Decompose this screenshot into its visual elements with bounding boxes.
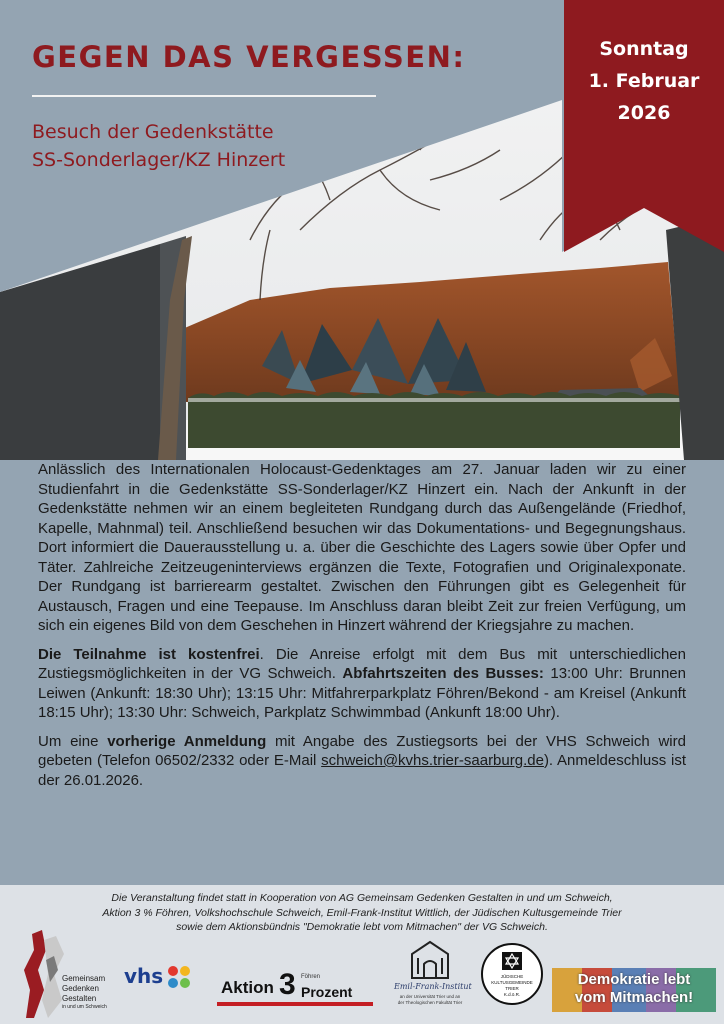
registration-paragraph: Um eine vorherige Anmeldung mit Angabe des Zustiegsorts bei der VHS Schweich wird gebeten (Telefon 06502/2332 oder E-Mail schweich@kvhs.trier-saarburg.de). Anmeldeschluss ist der 26.01.2026. <box>38 732 686 789</box>
gedenken-logo: Gemeinsam Gedenken Gestalten in und um Schweich <box>24 930 116 1018</box>
event-description <box>38 460 686 799</box>
title-divider <box>32 95 376 97</box>
date-day-month: 1. Februar <box>588 70 700 92</box>
subtitle-line-1: Besuch der Gedenkstätte <box>32 121 274 143</box>
event-date <box>564 33 724 129</box>
departure-times: 13:00 Uhr: Brunnen Leiwen (Ankunft: 18:30 Uhr); 13:15 Uhr: Mitfahrerparkplatz Föhren/Bekond - am Kreisel (Ankunft 18:15 Uhr); 13:30 Uhr: Schweich, Parkplatz Schwimmbad (Ankunft 18:00 Uhr). <box>38 665 686 721</box>
juedische-kultusgemeinde-logo: JÜDISCHE KULTUSGEMEINDE TRIER K.d.ö.R. <box>480 942 544 1006</box>
date-weekday: Sonntag <box>599 38 689 60</box>
subtitle-line-2: SS-Sonderlager/KZ Hinzert <box>32 149 286 171</box>
date-year: 2026 <box>617 102 671 124</box>
departure-times-heading: Abfahrtszeiten des Busses: <box>342 665 544 682</box>
demokratie-logo: Demokratie lebt vom Mitmachen! <box>552 968 716 1012</box>
participation-paragraph: Die Teilnahme ist kostenfrei. Die Anreise erfolgt mit dem Bus mit unterschiedlichen Zustiegsmöglichkeiten in der VG Schweich. Abfahrtszeiten des Busses: 13:00 Uhr: Brunnen Leiwen (Ankunft: 18:30 Uhr); 13:15 Uhr: Mitfahrerparkplatz Föhren/Bekond - am Kreisel (Ankunft 18:15 Uhr); 13:30 Uhr: Schweich, Parkplatz Schwimmbad (Ankunft 18:00 Uhr). <box>38 645 686 721</box>
aktion3-logo: Aktion 3 Föhren Prozent <box>217 972 373 1008</box>
vhs-logo: vhs <box>124 964 196 994</box>
partner-logos <box>0 930 724 1024</box>
page-subtitle <box>32 118 285 174</box>
emil-frank-logo: Emil-Frank-Institut an der Universität Trier und an der Theologischen Fakultät Trier <box>394 938 466 1022</box>
registration-required-text: vorherige Anmeldung <box>107 732 267 750</box>
intro-paragraph: Anlässlich des Internationalen Holocaust-Gedenktages am 27. Januar laden wir zu einer Studienfahrt in die Gedenkstätte SS-Sonderlager/KZ Hinzert ein. Nach der Ankunft in der Gedenkstätte nehmen wir an einem begleiteten Rundgang durch das Außengelände (Friedhof, Kapelle, Mahnmal) teil. Anschließend besuchen wir das Dokumentations- und Begegnungshaus. Dort informiert die Dauerausstellung u. a. über die Geschichte des Lagers sowie über Opfer und Täter. Zahlreiche Zeitzeugeninterviews ergänzen die Texte, Fotografien und Originalexponate. Der Rundgang ist barrierearm gestaltet. Zwischen den Führungen gibt es Gelegenheit für Austausch, Fragen und eine Teepause. Im Anschluss daran bleibt Zeit zur freien Verfügung, um sich ein eigenes Bild von dem Geschehen in Hinzert während der Kriegsjahre zu machen. <box>38 461 686 634</box>
date-banner <box>564 0 724 252</box>
free-participation-text: Die Teilnahme ist kostenfrei <box>38 645 260 663</box>
page-title: GEGEN DAS VERGESSEN: <box>32 40 466 74</box>
cooperation-note: Die Veranstaltung findet statt in Kooperation von AG Gemeinsam Gedenken Gestalten in und um Schweich, Aktion 3 % Föhren, Volkshochschule Schweich, Emil-Frank-Institut Wittlich, der Jüdischen Kultusgemeinde Trier sowie dem Aktionsbündnis "Demokratie lebt vom Mitmachen" der VG Schweich. <box>102 892 622 933</box>
email-link[interactable]: schweich@kvhs.trier-saarburg.de <box>321 752 544 769</box>
